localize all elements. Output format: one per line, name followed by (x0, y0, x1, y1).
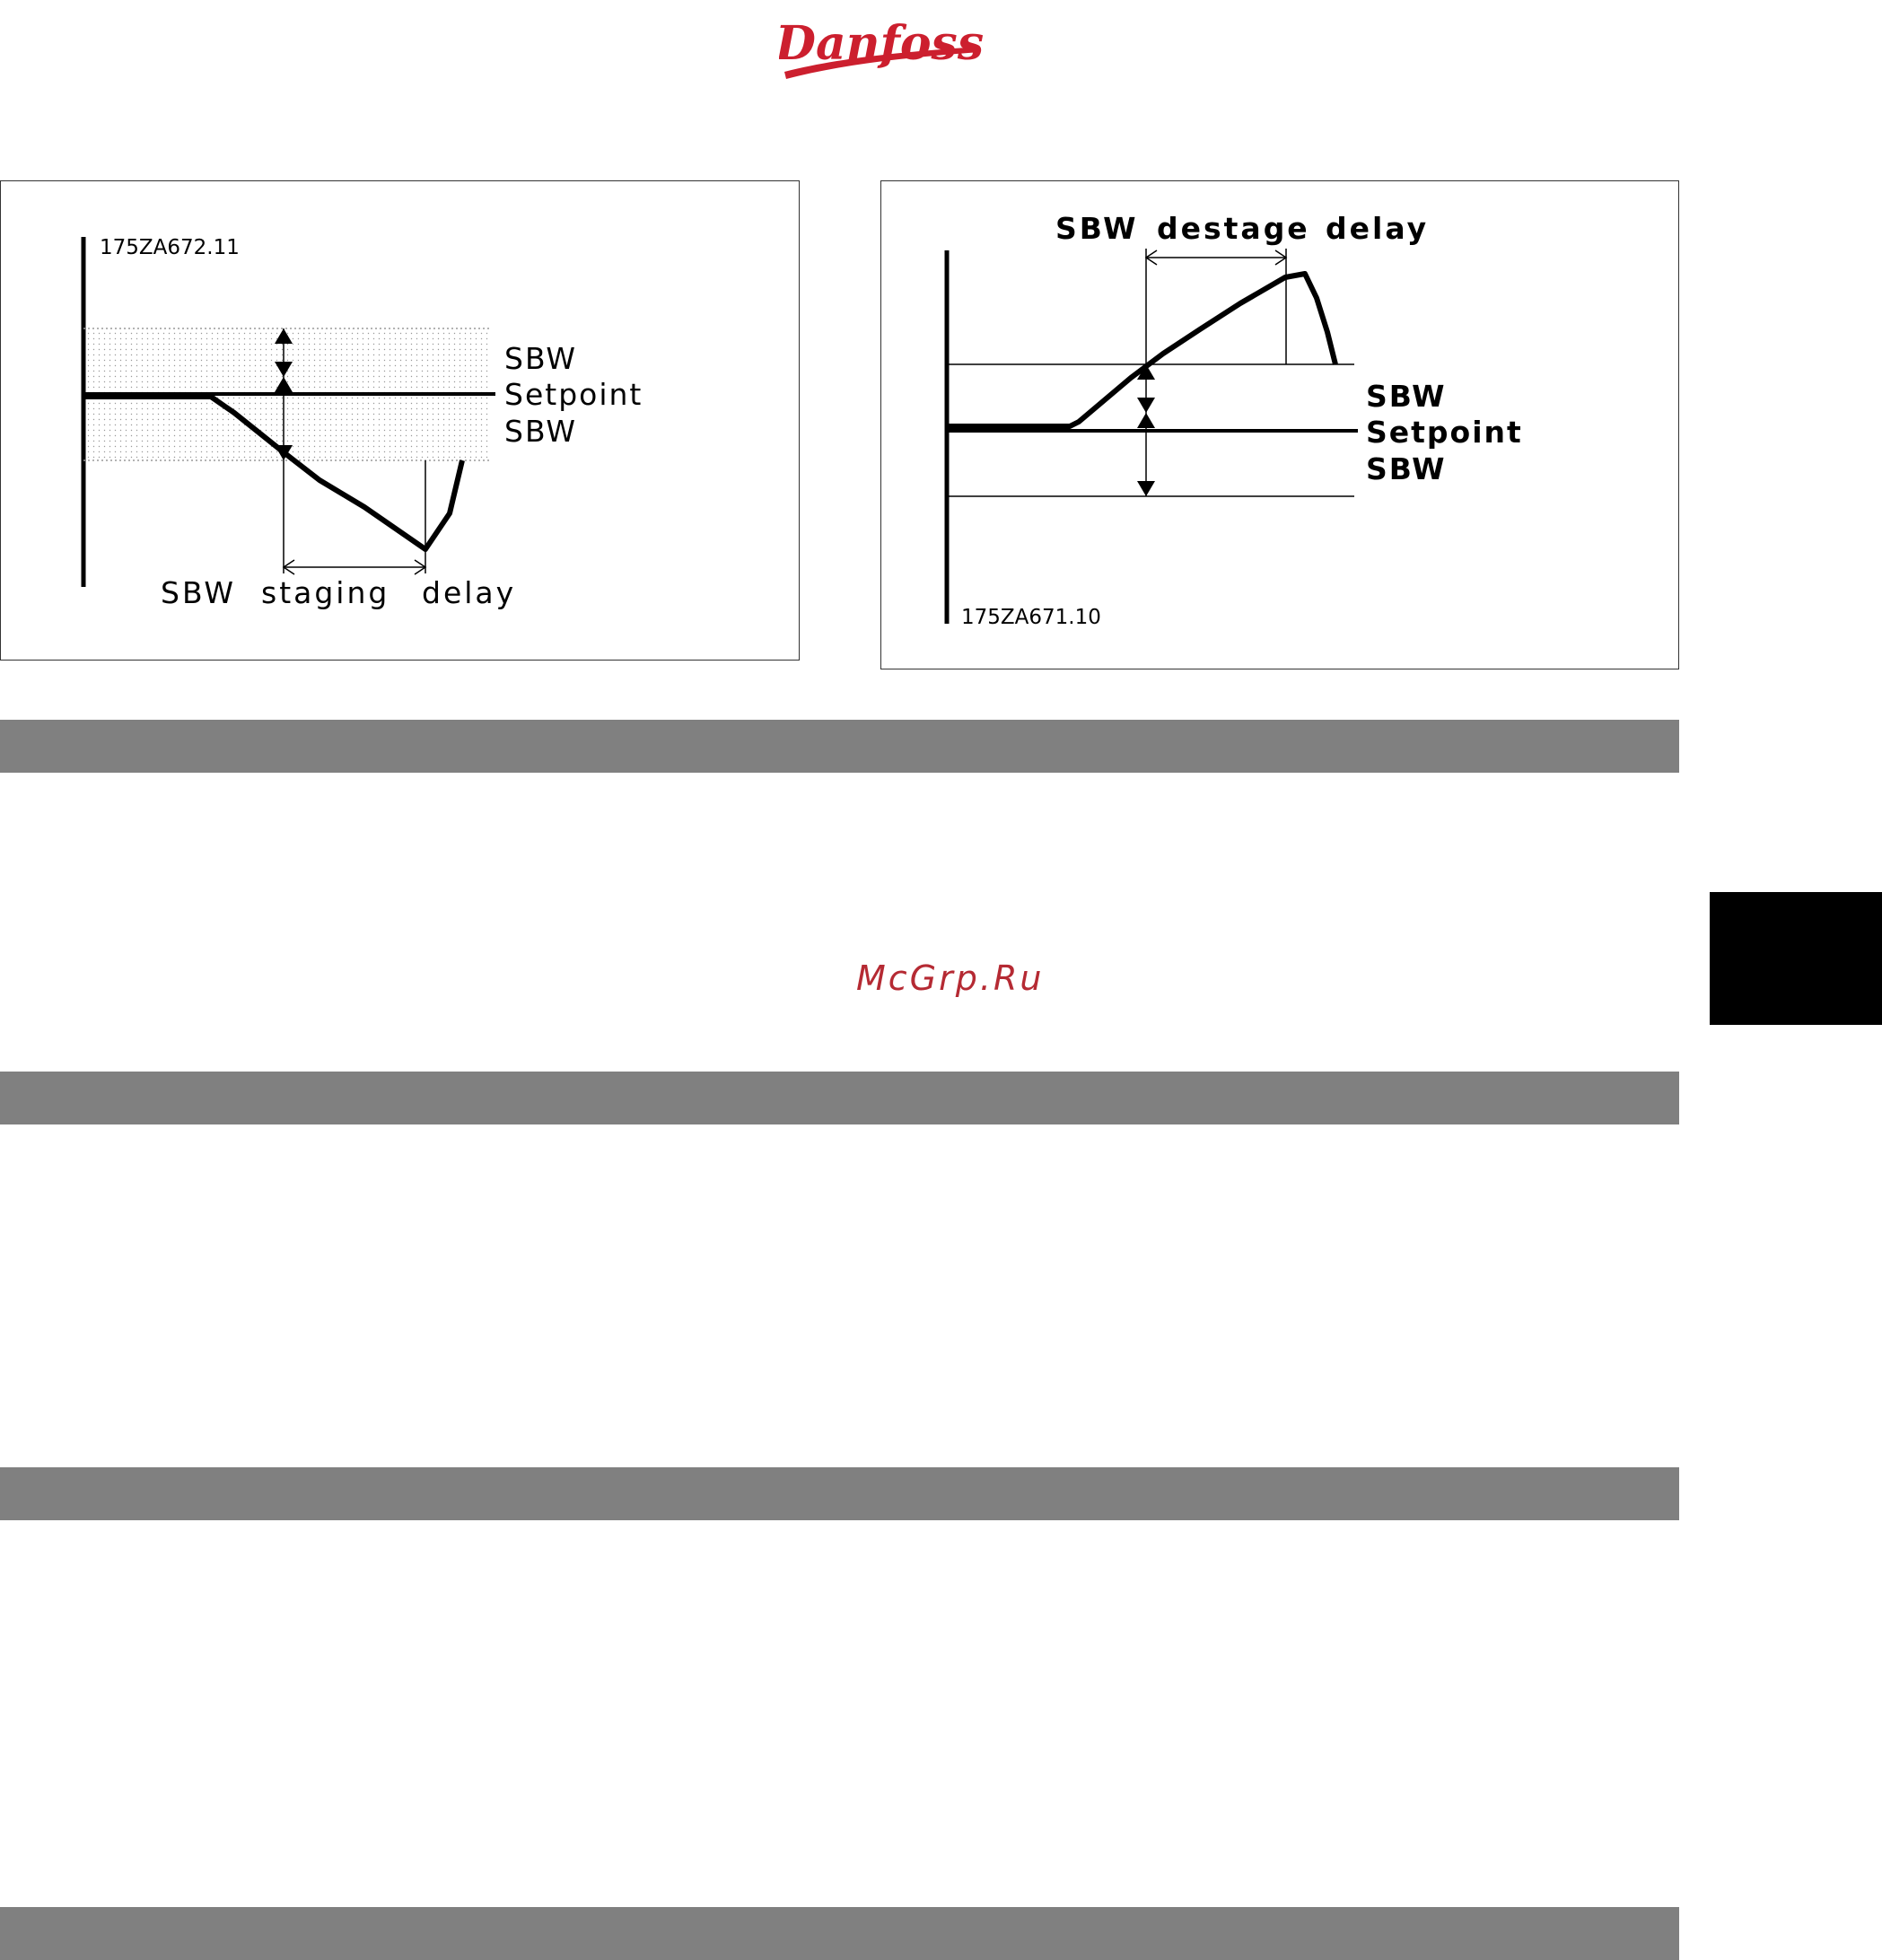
delay-label-sbw: SBW (1055, 211, 1139, 246)
section-header-bar (0, 1467, 1679, 1520)
delay-label-sbw: SBW (161, 575, 237, 610)
flat-curve-thickening (947, 424, 1070, 429)
delay-label-delay: delay (422, 575, 517, 610)
danfoss-logo (779, 13, 985, 89)
setpoint-label: Setpoint (1366, 415, 1523, 450)
destage-delay-diagram (880, 180, 1679, 669)
section-header-bar (0, 720, 1679, 773)
upper-sbw-label: SBW (504, 341, 578, 376)
destage-delay-drawing (881, 181, 1680, 670)
delay-label-delay: delay (1326, 211, 1430, 246)
section-header-bar (0, 1907, 1679, 1960)
section-header-bar (0, 1072, 1679, 1124)
lower-sbw-label: SBW (1366, 451, 1447, 486)
lower-sbw-label: SBW (504, 414, 578, 449)
upper-sbw-label: SBW (1366, 379, 1447, 414)
drawing-code: 175ZA672.11 (100, 236, 240, 259)
arrow-up-mid-lower (1137, 413, 1155, 428)
arrow-down-mid-upper (1137, 398, 1155, 413)
drawing-code: 175ZA671.10 (961, 606, 1101, 629)
delay-label-staging: staging (261, 575, 390, 610)
delay-label-destage: destage (1157, 211, 1310, 246)
setpoint-label: Setpoint (504, 377, 643, 412)
logo-wordmark: Danfoss (779, 16, 985, 71)
staging-delay-drawing (1, 181, 801, 661)
arrow-down-bottom (1137, 481, 1155, 496)
danfoss-logo-mark (779, 13, 985, 89)
staging-delay-diagram (0, 180, 800, 661)
watermark-text: McGrp.Ru (856, 958, 1045, 998)
chapter-side-tab (1710, 892, 1882, 1025)
